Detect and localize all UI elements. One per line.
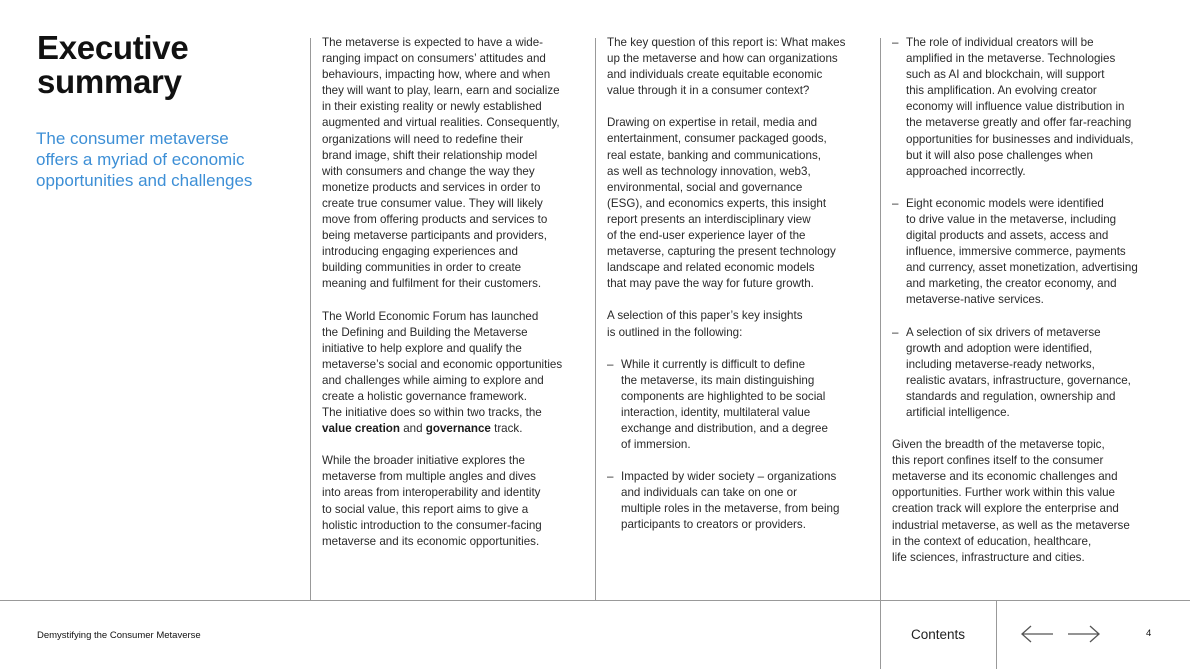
text-line: Drawing on expertise in retail, media and (607, 116, 818, 130)
text-line: metaverse from multiple angles and dives (322, 470, 536, 484)
text-line: including metaverse-ready networks, (906, 357, 1095, 371)
text-line: influence, immersive commerce, payments (906, 245, 1126, 259)
bullet-item (892, 35, 1182, 180)
bullet-dash: – (607, 357, 614, 371)
paragraph (607, 35, 877, 99)
paragraph (322, 453, 592, 550)
text-line: amplified in the metaverse. Technologies (906, 52, 1116, 66)
text-line: environmental, social and governance (607, 180, 803, 194)
arrow-right-icon (1067, 624, 1101, 644)
text-line: A selection of this paper’s key insights (607, 309, 803, 323)
text-line: While it currently is difficult to define (621, 357, 806, 371)
page-title (37, 31, 297, 99)
bullet-item (607, 469, 877, 533)
text-line: opportunities. Further work within this value (892, 486, 1115, 500)
text-line: and individuals can take on one or (621, 486, 797, 500)
text-line: with consumers and change the way they (322, 164, 535, 178)
text-line: Eight economic models were identified (906, 196, 1104, 210)
text-line: move from offering products and services to (322, 213, 548, 227)
text-line: entertainment, consumer packaged goods, (607, 132, 827, 146)
text-line: The metaverse is expected to have a wide- (322, 36, 544, 49)
text-line: augmented and virtual realities. Consequently, (322, 116, 560, 130)
text-line: The initiative does so within two tracks, the (322, 406, 542, 420)
text-line: (ESG), and economics experts, this insight (607, 196, 827, 210)
bullet-item (892, 325, 1182, 422)
text-line: they will want to play, learn, earn and socialize (322, 84, 560, 98)
footer-rule (0, 600, 1190, 601)
text-line: and challenges while aiming to explore and (322, 373, 544, 387)
text-column-1 (322, 35, 592, 566)
text-line: While the broader initiative explores the (322, 454, 525, 468)
text-line: creation track will explore the enterprise and (892, 502, 1119, 516)
text-line: metaverse and its economic challenges and (892, 470, 1118, 484)
text-line: real estate, banking and communications, (607, 148, 821, 162)
text-line: artificial intelligence. (906, 405, 1010, 419)
text-line: approached incorrectly. (906, 164, 1026, 178)
paragraph: The World Economic Forum has launched the Defining and Building the Metaverse initiative to help explore and qualify the metaverse’s social and economic opportunities and challenges while aiming to explore and create a holistic governance framework. The initiative does so within two tracks, the value creation and governance track. (322, 309, 592, 438)
subtitle-line: opportunities and challenges (36, 171, 253, 190)
text-line: that may pave the way for future growth. (607, 277, 814, 291)
bullet-dash: – (892, 36, 899, 49)
text-line: components are highlighted to be social (621, 389, 826, 403)
text-line: The key question of this report is: What makes (607, 36, 846, 49)
text-line: of the end-user experience layer of the (607, 229, 806, 243)
page-subtitle (36, 128, 286, 191)
text-line: this report confines itself to the consumer (892, 454, 1104, 468)
column-divider (310, 38, 311, 600)
text-line: in the context of education, healthcare, (892, 534, 1092, 548)
text-line: is outlined in the following: (607, 325, 743, 339)
text-line: create true consumer value. They will likely (322, 196, 543, 210)
text-line: being metaverse participants and providers, (322, 229, 547, 243)
bullet-dash: – (607, 470, 614, 484)
text-line: digital products and assets, access and (906, 229, 1109, 243)
text-line: and marketing, the creator economy, and (906, 277, 1117, 291)
text-line: metaverse-native services. (906, 293, 1044, 307)
text-line: this amplification. An evolving creator (906, 84, 1097, 98)
text-line: and currency, asset monetization, advertising (906, 261, 1138, 275)
text-line: standards and regulation, ownership and (906, 389, 1116, 403)
text-line: the metaverse, its main distinguishing (621, 373, 815, 387)
text-line: landscape and related economic models (607, 261, 815, 275)
bullet-item (607, 357, 877, 454)
text-line: monetize products and services in order to (322, 180, 541, 194)
page-number: 4 (1146, 628, 1152, 639)
text-line: organizations will need to redefine their (322, 132, 524, 146)
text-line: growth and adoption were identified, (906, 341, 1093, 355)
text-column-2 (607, 35, 877, 550)
footer-divider (996, 601, 997, 669)
text-line: of immersion. (621, 438, 691, 452)
text-line: introducing engaging experiences and (322, 245, 518, 259)
column-divider (595, 38, 596, 600)
text-line: in their existing reality or newly established (322, 100, 542, 114)
text-line: into areas from interoperability and identity (322, 486, 541, 500)
column-divider (880, 38, 881, 669)
text-line: multiple roles in the metaverse, from being (621, 502, 840, 516)
text-line: life sciences, infrastructure and cities. (892, 550, 1085, 564)
text-line: up the metaverse and how can organizations (607, 52, 838, 66)
text-line: to social value, this report aims to give a (322, 502, 529, 516)
text-line: The World Economic Forum has launched (322, 309, 539, 323)
text-line: metaverse, capturing the present technology (607, 245, 836, 259)
text-line: industrial metaverse, as well as the metaverse (892, 518, 1130, 532)
text-line: such as AI and blockchain, will support (906, 68, 1105, 82)
text-line: to drive value in the metaverse, including (906, 212, 1117, 226)
subtitle-line: offers a myriad of economic (36, 150, 245, 169)
text-line: ranging impact on consumers’ attitudes and (322, 52, 546, 66)
text-line: behaviours, impacting how, where and when (322, 68, 551, 82)
title-line: Executive (37, 29, 189, 66)
contents-link[interactable]: Contents (910, 626, 966, 642)
next-page-button[interactable] (1067, 624, 1101, 649)
text-line: holistic introduction to the consumer-facing (322, 518, 542, 532)
bold-term: governance (425, 422, 491, 436)
text-line: report presents an interdisciplinary view (607, 212, 811, 226)
text-line: brand image, shift their relationship model (322, 148, 538, 162)
bold-term: value creation (322, 422, 400, 436)
title-line: summary (37, 63, 182, 100)
text-line: Given the breadth of the metaverse topic, (892, 438, 1105, 452)
text-line: metaverse and its economic opportunities. (322, 534, 540, 548)
text-line: but it will also pose challenges when (906, 148, 1093, 162)
text-line: A selection of six drivers of metaverse (906, 325, 1101, 339)
text-line: exchange and distribution, and a degree (621, 421, 828, 435)
text-line: the metaverse greatly and offer far-reaching (906, 116, 1132, 130)
text-line: realistic avatars, infrastructure, governance, (906, 373, 1131, 387)
text-line: and individuals create equitable economic (607, 68, 823, 82)
text-line: as well as technology innovation, web3, (607, 164, 811, 178)
text-line: opportunities for businesses and individuals, (906, 132, 1134, 146)
arrow-left-icon (1020, 624, 1054, 644)
paragraph (607, 115, 877, 292)
text-line: participants to creators or providers. (621, 518, 806, 532)
bullet-dash: – (892, 196, 899, 210)
text-line: Impacted by wider society – organizations (621, 470, 837, 484)
paragraph (892, 437, 1182, 566)
text-line: initiative to help explore and qualify the (322, 341, 522, 355)
text-line: economy will influence value distribution in (906, 100, 1125, 114)
footer-document-title: Demystifying the Consumer Metaverse (37, 630, 201, 641)
previous-page-button[interactable] (1020, 624, 1054, 649)
text-line: The role of individual creators will be (906, 36, 1094, 49)
subtitle-line: The consumer metaverse (36, 129, 229, 148)
text-line: create a holistic governance framework. (322, 389, 527, 403)
text-line: building communities in order to create (322, 261, 522, 275)
paragraph (607, 308, 877, 340)
paragraph (322, 35, 592, 293)
bullet-dash: – (892, 325, 899, 339)
text-line: metaverse’s social and economic opportunities (322, 357, 563, 371)
text-line: value through it in a consumer context? (607, 84, 810, 98)
text-column-3 (892, 35, 1182, 582)
text-line: meaning and fulfilment for their customers. (322, 277, 542, 291)
bullet-item (892, 196, 1182, 309)
text-line: interaction, identity, multilateral value (621, 405, 811, 419)
text-line: the Defining and Building the Metaverse (322, 325, 528, 339)
